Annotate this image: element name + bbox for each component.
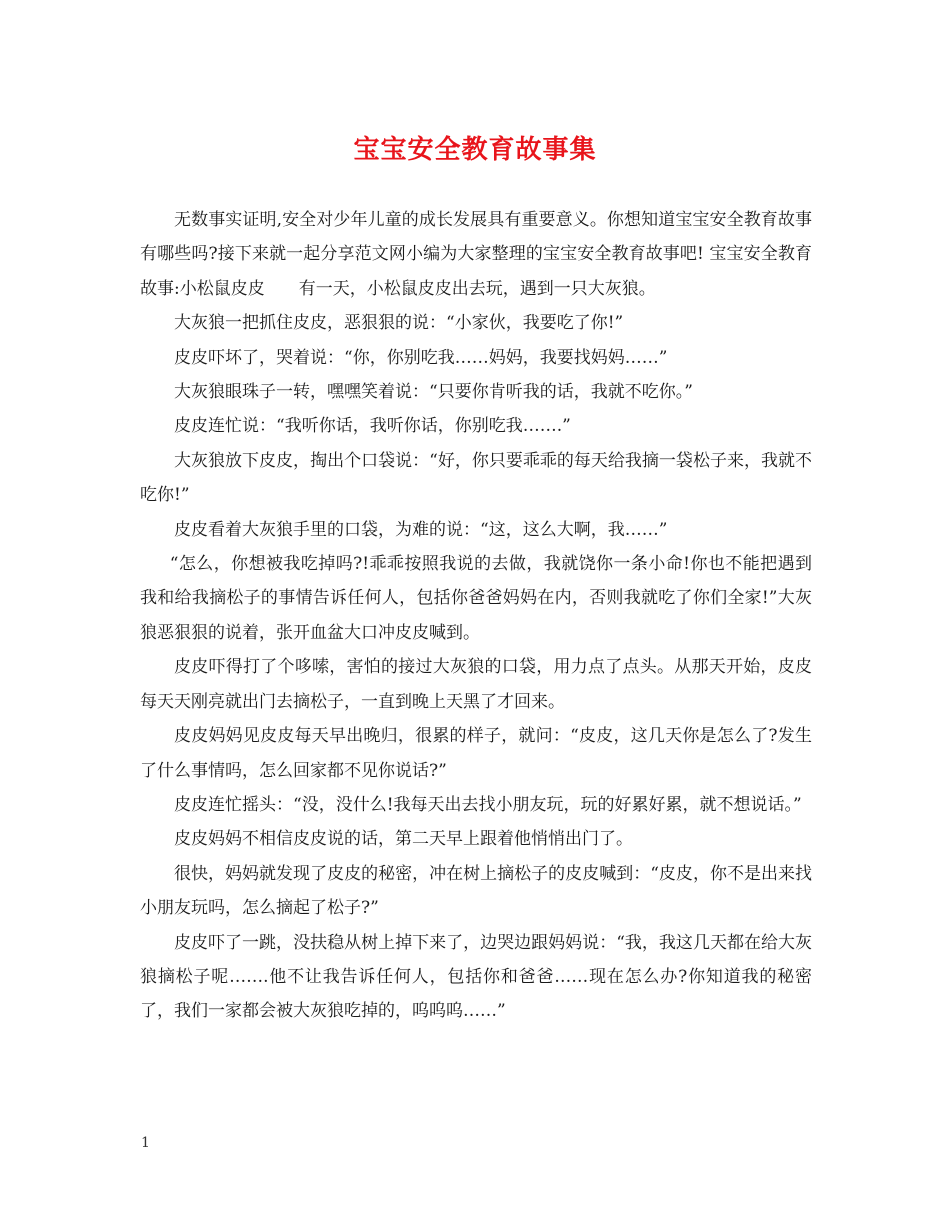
paragraph: 皮皮妈妈见皮皮每天早出晚归，很累的样子，就问：“皮皮，这几天你是怎么了?发生了什么事情吗，怎么回家都不见你说话?” — [140, 726, 812, 781]
paragraph: 皮皮吓坏了，哭着说：“你，你别吃我……妈妈，我要找妈妈……” — [174, 347, 668, 368]
paragraph: 大灰狼眼珠子一转，嘿嘿笑着说：“只要你肯听我的话，我就不吃你。” — [174, 382, 693, 403]
paragraph: 皮皮看着大灰狼手里的口袋，为难的说：“这，这么大啊，我……” — [174, 519, 668, 540]
page-number: 1 — [141, 1135, 150, 1151]
paragraph: 皮皮连忙摇头：“没，没什么!我每天出去找小朋友玩，玩的好累好累，就不想说话。” — [174, 794, 802, 815]
paragraph: 皮皮吓了一跳，没扶稳从树上掉下来了，边哭边跟妈妈说：“我，我这几天都在给大灰狼摘松子呢…….他不让我告诉任何人，包括你和爸爸……现在怎么办?你知道我的秘密了，我们一家都会被大灰狼吃掉的，呜呜呜……” — [140, 932, 812, 1022]
paragraph: 无数事实证明,安全对少年儿童的成长发展具有重要意义。你想知道宝宝安全教育故事有哪些吗?接下来就一起分享范文网小编为大家整理的宝宝安全教育故事吧! 宝宝安全教育故事:小松鼠皮皮 有一天，小松鼠皮皮出去玩，遇到一只大灰狼。 — [140, 210, 812, 299]
paragraph: 皮皮连忙说：“我听你话，我听你话，你别吃我…….” — [174, 416, 571, 437]
paragraph: 皮皮妈妈不相信皮皮说的话，第二天早上跟着他悄悄出门了。 — [174, 829, 633, 850]
document-title: 宝宝安全教育故事集 — [353, 135, 597, 165]
paragraph: 大灰狼一把抓住皮皮，恶狠狠的说：“小家伙，我要吃了你!” — [174, 313, 624, 334]
paragraph: 大灰狼放下皮皮，掏出个口袋说：“好，你只要乖乖的每天给我摘一袋松子来，我就不吃你!” — [140, 450, 812, 506]
paragraph: “怎么，你想被我吃掉吗?!乖乖按照我说的去做，我就饶你一条小命!你也不能把遇到我和给我摘松子的事情告诉任何人，包括你爸爸妈妈在内，否则我就吃了你们全家!”大灰狼恶狠狠的说着，张开血盆大口冲皮皮喊到。 — [140, 554, 812, 643]
document-body — [140, 203, 812, 1029]
paragraph: 很快，妈妈就发现了皮皮的秘密，冲在树上摘松子的皮皮喊到：“皮皮，你不是出来找小朋友玩吗，怎么摘起了松子?” — [140, 863, 812, 919]
paragraph: 皮皮吓得打了个哆嗦，害怕的接过大灰狼的口袋，用力点了点头。从那天开始，皮皮每天天刚亮就出门去摘松子，一直到晚上天黑了才回来。 — [140, 657, 812, 712]
